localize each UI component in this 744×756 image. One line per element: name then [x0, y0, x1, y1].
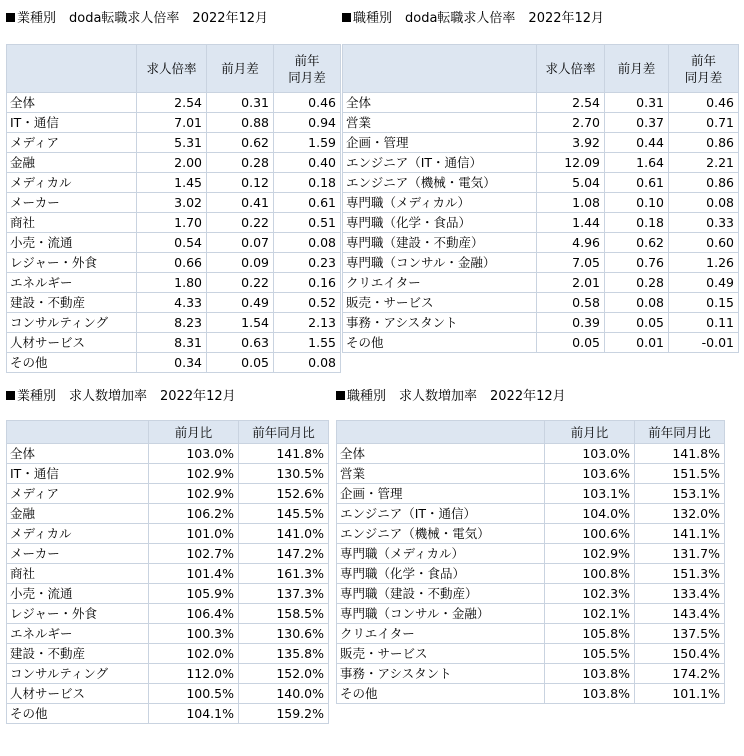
square-bullet-icon — [6, 391, 15, 400]
row-label: メディカル — [7, 524, 149, 544]
cell-value: 1.54 — [207, 313, 274, 333]
column-header — [7, 45, 137, 93]
table-row — [7, 113, 341, 133]
column-header — [343, 45, 537, 93]
row-label: 小売・流通 — [7, 233, 137, 253]
cell-value: 101.4% — [149, 564, 239, 584]
cell-value: 159.2% — [239, 704, 329, 724]
cell-value: 0.08 — [669, 193, 739, 213]
row-label: IT・通信 — [7, 464, 149, 484]
row-label: エンジニア（機械・電気） — [343, 173, 537, 193]
cell-value: 0.18 — [605, 213, 669, 233]
row-label: 人材サービス — [7, 684, 149, 704]
row-label: 専門職（コンサル・金融） — [343, 253, 537, 273]
table-row — [337, 624, 725, 644]
row-label: 営業 — [337, 464, 545, 484]
cell-value: 103.0% — [149, 444, 239, 464]
table-row — [7, 684, 329, 704]
table-row — [7, 504, 329, 524]
table-row — [7, 584, 329, 604]
row-label: 専門職（化学・食品） — [343, 213, 537, 233]
row-label: レジャー・外食 — [7, 604, 149, 624]
row-label: 専門職（化学・食品） — [337, 564, 545, 584]
cell-value: 131.7% — [635, 544, 725, 564]
table-row — [343, 133, 739, 153]
cell-value: 0.18 — [274, 173, 341, 193]
table-row — [343, 153, 739, 173]
cell-value: 0.28 — [207, 153, 274, 173]
cell-value: 158.5% — [239, 604, 329, 624]
cell-value: 141.8% — [239, 444, 329, 464]
cell-value: 141.8% — [635, 444, 725, 464]
row-label: エネルギー — [7, 624, 149, 644]
column-header: 前年同月比 — [635, 421, 725, 444]
row-label: 専門職（建設・不動産） — [343, 233, 537, 253]
table-row — [7, 644, 329, 664]
row-label: 商社 — [7, 213, 137, 233]
cell-value: 141.1% — [635, 524, 725, 544]
row-label: クリエイター — [343, 273, 537, 293]
table-row — [7, 564, 329, 584]
cell-value: 105.5% — [545, 644, 635, 664]
row-label: IT・通信 — [7, 113, 137, 133]
cell-value: 0.31 — [207, 93, 274, 113]
cell-value: 0.52 — [274, 293, 341, 313]
cell-value: 0.49 — [669, 273, 739, 293]
cell-value: 7.05 — [537, 253, 605, 273]
table-row — [7, 353, 341, 373]
row-label: 専門職（メディカル） — [343, 193, 537, 213]
cell-value: 1.55 — [274, 333, 341, 353]
cell-value: 4.96 — [537, 233, 605, 253]
cell-value: 103.8% — [545, 664, 635, 684]
row-label: エンジニア（機械・電気） — [337, 524, 545, 544]
table-row — [337, 464, 725, 484]
column-header: 前年同月比 — [239, 421, 329, 444]
cell-value: 12.09 — [537, 153, 605, 173]
cell-value: 0.15 — [669, 293, 739, 313]
cell-value: 0.88 — [207, 113, 274, 133]
column-header: 求人倍率 — [537, 45, 605, 93]
cell-value: 0.86 — [669, 173, 739, 193]
table-row — [343, 273, 739, 293]
cell-value: 2.54 — [537, 93, 605, 113]
cell-value: 153.1% — [635, 484, 725, 504]
table-row — [7, 664, 329, 684]
cell-value: 0.46 — [274, 93, 341, 113]
cell-value: 100.6% — [545, 524, 635, 544]
cell-value: 1.08 — [537, 193, 605, 213]
cell-value: 0.08 — [274, 233, 341, 253]
table-row — [7, 293, 341, 313]
cell-value: 137.5% — [635, 624, 725, 644]
square-bullet-icon — [336, 391, 345, 400]
cell-value: 0.62 — [207, 133, 274, 153]
table-row — [7, 93, 341, 113]
table-row — [343, 173, 739, 193]
cell-value: 106.2% — [149, 504, 239, 524]
panel-industry-ratio — [6, 6, 340, 372]
table-row — [343, 233, 739, 253]
table-row — [7, 313, 341, 333]
cell-value: 0.33 — [669, 213, 739, 233]
cell-value: 0.63 — [207, 333, 274, 353]
cell-value: 143.4% — [635, 604, 725, 624]
table-row — [7, 253, 341, 273]
cell-value: 105.9% — [149, 584, 239, 604]
row-label: 専門職（コンサル・金融） — [337, 604, 545, 624]
table-row — [337, 604, 725, 624]
cell-value: 0.09 — [207, 253, 274, 273]
column-header: 前年 同月差 — [274, 45, 341, 93]
cell-value: 0.49 — [207, 293, 274, 313]
cell-value: 133.4% — [635, 584, 725, 604]
column-header: 求人倍率 — [137, 45, 207, 93]
cell-value: 8.31 — [137, 333, 207, 353]
table-row — [343, 253, 739, 273]
cell-value: 147.2% — [239, 544, 329, 564]
cell-value: 106.4% — [149, 604, 239, 624]
table-row — [7, 153, 341, 173]
cell-value: 7.01 — [137, 113, 207, 133]
cell-value: 0.01 — [605, 333, 669, 353]
column-header: 前月差 — [207, 45, 274, 93]
column-header: 前月比 — [545, 421, 635, 444]
cell-value: 130.6% — [239, 624, 329, 644]
cell-value: 0.51 — [274, 213, 341, 233]
cell-value: 4.33 — [137, 293, 207, 313]
cell-value: 137.3% — [239, 584, 329, 604]
cell-value: 0.07 — [207, 233, 274, 253]
column-header — [337, 421, 545, 444]
panel-occupation-growth — [336, 384, 724, 728]
row-label: エネルギー — [7, 273, 137, 293]
table-row — [7, 333, 341, 353]
cell-value: 102.3% — [545, 584, 635, 604]
cell-value: 0.22 — [207, 273, 274, 293]
cell-value: 0.11 — [669, 313, 739, 333]
cell-value: 2.13 — [274, 313, 341, 333]
cell-value: 1.44 — [537, 213, 605, 233]
table-row — [7, 173, 341, 193]
table-row — [337, 644, 725, 664]
cell-value: 8.23 — [137, 313, 207, 333]
row-label: 専門職（建設・不動産） — [337, 584, 545, 604]
cell-value: 0.46 — [669, 93, 739, 113]
cell-value: 0.61 — [605, 173, 669, 193]
cell-value: 135.8% — [239, 644, 329, 664]
cell-value: 0.58 — [537, 293, 605, 313]
row-label: 金融 — [7, 153, 137, 173]
row-label: 小売・流通 — [7, 584, 149, 604]
cell-value: 3.02 — [137, 193, 207, 213]
row-label: その他 — [337, 684, 545, 704]
cell-value: 0.94 — [274, 113, 341, 133]
cell-value: 102.1% — [545, 604, 635, 624]
table-row — [343, 333, 739, 353]
cell-value: 152.6% — [239, 484, 329, 504]
table-row — [337, 684, 725, 704]
cell-value: 112.0% — [149, 664, 239, 684]
row-label: 販売・サービス — [343, 293, 537, 313]
cell-value: 0.31 — [605, 93, 669, 113]
cell-value: 141.0% — [239, 524, 329, 544]
cell-value: 0.40 — [274, 153, 341, 173]
cell-value: 130.5% — [239, 464, 329, 484]
square-bullet-icon — [6, 13, 15, 22]
table-row — [7, 484, 329, 504]
cell-value: -0.01 — [669, 333, 739, 353]
cell-value: 0.16 — [274, 273, 341, 293]
cell-value: 132.0% — [635, 504, 725, 524]
cell-value: 101.0% — [149, 524, 239, 544]
row-label: 全体 — [7, 444, 149, 464]
cell-value: 103.1% — [545, 484, 635, 504]
cell-value: 104.0% — [545, 504, 635, 524]
row-label: 企画・管理 — [337, 484, 545, 504]
cell-value: 0.22 — [207, 213, 274, 233]
table-row — [7, 273, 341, 293]
row-label: メディア — [7, 133, 137, 153]
table-row — [337, 484, 725, 504]
row-label: 建設・不動産 — [7, 644, 149, 664]
cell-value: 161.3% — [239, 564, 329, 584]
cell-value: 0.54 — [137, 233, 207, 253]
cell-value: 5.31 — [137, 133, 207, 153]
cell-value: 0.76 — [605, 253, 669, 273]
cell-value: 152.0% — [239, 664, 329, 684]
cell-value: 0.41 — [207, 193, 274, 213]
cell-value: 2.00 — [137, 153, 207, 173]
cell-value: 102.9% — [545, 544, 635, 564]
cell-value: 0.62 — [605, 233, 669, 253]
row-label: 専門職（メディカル） — [337, 544, 545, 564]
table-row — [7, 604, 329, 624]
cell-value: 0.66 — [137, 253, 207, 273]
panel-title: 業種別 doda転職求人倍率 2022年12月 — [6, 6, 268, 32]
panel-title: 業種別 求人数増加率 2022年12月 — [6, 384, 236, 410]
table-row — [343, 293, 739, 313]
row-label: 事務・アシスタント — [343, 313, 537, 333]
table-row — [7, 213, 341, 233]
cell-value: 151.3% — [635, 564, 725, 584]
row-label: メディア — [7, 484, 149, 504]
cell-value: 1.80 — [137, 273, 207, 293]
cell-value: 0.10 — [605, 193, 669, 213]
row-label: その他 — [7, 353, 137, 373]
cell-value: 0.39 — [537, 313, 605, 333]
cell-value: 0.28 — [605, 273, 669, 293]
row-label: 商社 — [7, 564, 149, 584]
cell-value: 150.4% — [635, 644, 725, 664]
table-row — [343, 213, 739, 233]
cell-value: 145.5% — [239, 504, 329, 524]
cell-value: 103.0% — [545, 444, 635, 464]
table-row — [7, 133, 341, 153]
cell-value: 100.8% — [545, 564, 635, 584]
row-label: 人材サービス — [7, 333, 137, 353]
table-row — [337, 584, 725, 604]
cell-value: 100.5% — [149, 684, 239, 704]
cell-value: 1.70 — [137, 213, 207, 233]
panel-industry-growth — [6, 384, 328, 750]
table-row — [7, 464, 329, 484]
cell-value: 0.60 — [669, 233, 739, 253]
column-header: 前月差 — [605, 45, 669, 93]
cell-value: 5.04 — [537, 173, 605, 193]
row-label: エンジニア（IT・通信） — [343, 153, 537, 173]
row-label: その他 — [7, 704, 149, 724]
cell-value: 102.0% — [149, 644, 239, 664]
cell-value: 2.54 — [137, 93, 207, 113]
row-label: 全体 — [7, 93, 137, 113]
header-row — [337, 421, 725, 444]
table-row — [7, 704, 329, 724]
cell-value: 1.64 — [605, 153, 669, 173]
occupation-ratio-table — [342, 44, 739, 353]
header-row — [7, 421, 329, 444]
row-label: 事務・アシスタント — [337, 664, 545, 684]
row-label: 企画・管理 — [343, 133, 537, 153]
row-label: クリエイター — [337, 624, 545, 644]
table-row — [343, 93, 739, 113]
cell-value: 104.1% — [149, 704, 239, 724]
cell-value: 1.26 — [669, 253, 739, 273]
table-row — [7, 624, 329, 644]
cell-value: 0.12 — [207, 173, 274, 193]
cell-value: 174.2% — [635, 664, 725, 684]
cell-value: 0.23 — [274, 253, 341, 273]
row-label: 全体 — [343, 93, 537, 113]
table-row — [343, 313, 739, 333]
cell-value: 101.1% — [635, 684, 725, 704]
cell-value: 100.3% — [149, 624, 239, 644]
cell-value: 102.9% — [149, 484, 239, 504]
table-row — [337, 444, 725, 464]
row-label: エンジニア（IT・通信） — [337, 504, 545, 524]
row-label: 建設・不動産 — [7, 293, 137, 313]
row-label: メーカー — [7, 193, 137, 213]
table-row — [337, 544, 725, 564]
cell-value: 3.92 — [537, 133, 605, 153]
table-row — [7, 544, 329, 564]
table-row — [7, 193, 341, 213]
cell-value: 103.6% — [545, 464, 635, 484]
cell-value: 140.0% — [239, 684, 329, 704]
cell-value: 102.7% — [149, 544, 239, 564]
cell-value: 0.86 — [669, 133, 739, 153]
cell-value: 2.70 — [537, 113, 605, 133]
cell-value: 151.5% — [635, 464, 725, 484]
cell-value: 0.44 — [605, 133, 669, 153]
table-row — [337, 664, 725, 684]
industry-growth-table — [6, 420, 329, 724]
row-label: レジャー・外食 — [7, 253, 137, 273]
cell-value: 1.59 — [274, 133, 341, 153]
cell-value: 0.61 — [274, 193, 341, 213]
row-label: コンサルティング — [7, 313, 137, 333]
occupation-growth-table — [336, 420, 725, 704]
column-header: 前年 同月差 — [669, 45, 739, 93]
table-row — [337, 504, 725, 524]
row-label: メディカル — [7, 173, 137, 193]
cell-value: 0.08 — [605, 293, 669, 313]
cell-value: 103.8% — [545, 684, 635, 704]
cell-value: 0.71 — [669, 113, 739, 133]
table-row — [7, 444, 329, 464]
row-label: メーカー — [7, 544, 149, 564]
cell-value: 0.05 — [537, 333, 605, 353]
row-label: その他 — [343, 333, 537, 353]
row-label: 営業 — [343, 113, 537, 133]
table-row — [7, 524, 329, 544]
table-row — [337, 524, 725, 544]
row-label: 金融 — [7, 504, 149, 524]
table-row — [343, 193, 739, 213]
row-label: 全体 — [337, 444, 545, 464]
header-row — [7, 45, 341, 93]
table-row — [337, 564, 725, 584]
row-label: 販売・サービス — [337, 644, 545, 664]
cell-value: 2.21 — [669, 153, 739, 173]
cell-value: 2.01 — [537, 273, 605, 293]
table-row — [343, 113, 739, 133]
panel-title: 職種別 doda転職求人倍率 2022年12月 — [342, 6, 604, 32]
column-header — [7, 421, 149, 444]
cell-value: 0.34 — [137, 353, 207, 373]
square-bullet-icon — [342, 13, 351, 22]
panel-occupation-ratio — [342, 6, 738, 356]
table-row — [7, 233, 341, 253]
cell-value: 1.45 — [137, 173, 207, 193]
header-row — [343, 45, 739, 93]
industry-ratio-table — [6, 44, 341, 373]
column-header: 前月比 — [149, 421, 239, 444]
cell-value: 0.37 — [605, 113, 669, 133]
cell-value: 0.05 — [605, 313, 669, 333]
cell-value: 102.9% — [149, 464, 239, 484]
cell-value: 0.08 — [274, 353, 341, 373]
cell-value: 105.8% — [545, 624, 635, 644]
row-label: コンサルティング — [7, 664, 149, 684]
panel-title: 職種別 求人数増加率 2022年12月 — [336, 384, 566, 410]
cell-value: 0.05 — [207, 353, 274, 373]
